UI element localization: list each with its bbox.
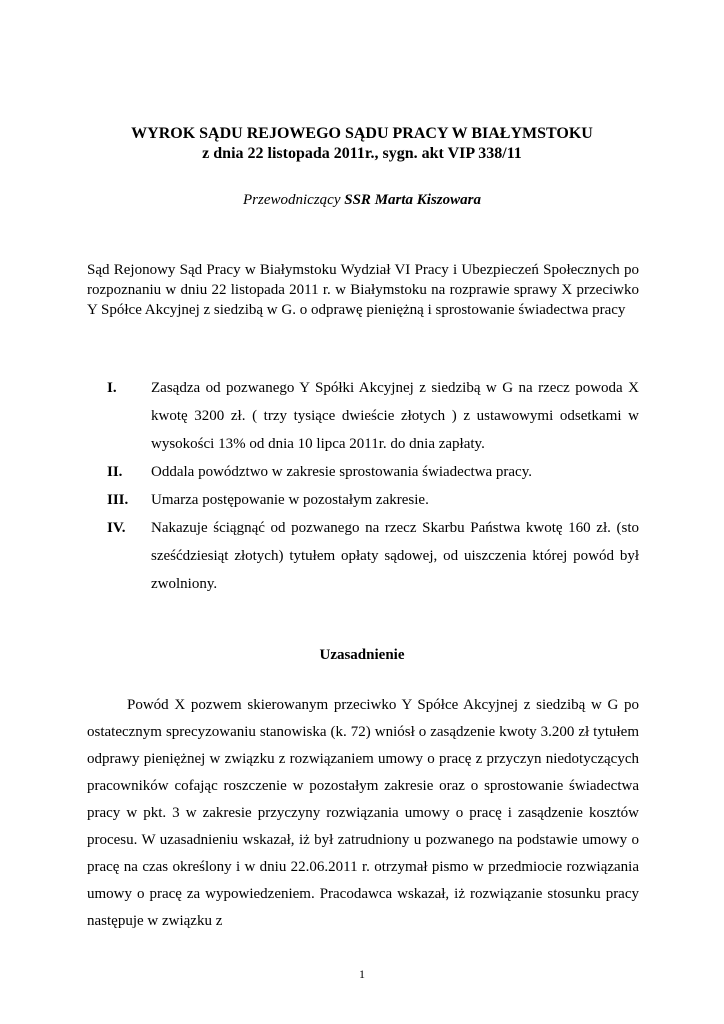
ruling-item: [87, 486, 639, 514]
ruling-text: Oddala powództwo w zakresie sprostowania świadectwa pracy.: [151, 464, 532, 480]
ruling-text: Nakazuje ściągnąć od pozwanego na rzecz Skarbu Państwa kwotę 160 zł. (sto sześćdziesiąt złotych) tytułem opłaty sądowej, od uiszczenia której powód był zwolniony.: [151, 520, 639, 592]
page-number: 1: [359, 967, 365, 981]
ruling-item: [87, 374, 639, 458]
ruling-numeral: III.: [107, 492, 129, 508]
ruling-numeral: IV.: [107, 520, 126, 536]
ruling-text: Zasądza od pozwanego Y Spółki Akcyjnej z siedzibą w G na rzecz powoda X kwotę 3200 zł. ( trzy tysiące dwieście złotych ) z ustawowymi odsetkami w wysokości 13% od dnia 10 lipca 2011r. do dnia zapłaty.: [151, 380, 639, 452]
judgment-date-and-case-number: z dnia 22 listopada 2011r., sygn. akt VIP 338/11: [202, 145, 522, 162]
court-intro-paragraph: Sąd Rejonowy Sąd Pracy w Białymstoku Wydział VI Pracy i Ubezpieczeń Społecznych po rozpoznaniu w dniu 22 listopada 2011 r. w Białymstoku na rozprawie sprawy X przeciwko Y Spółce Akcyjnej z siedzibą w G. o odprawę pieniężną i sprostowanie świadectwa pracy: [87, 262, 639, 318]
ruling-text: Umarza postępowanie w pozostałym zakresie.: [151, 492, 429, 508]
ruling-item: [87, 514, 639, 598]
presiding-judge: [0, 190, 724, 210]
justification-heading: Uzasadnienie: [319, 647, 405, 663]
presiding-judge-name: SSR Marta Kiszowara: [344, 192, 481, 208]
ruling-list: [87, 374, 639, 598]
ruling-numeral: I.: [107, 380, 117, 396]
ruling-item: [87, 458, 639, 486]
presiding-judge-label: Przewodniczący: [243, 192, 341, 208]
justification-paragraph: Powód X pozwem skierowanym przeciwko Y Spółce Akcyjnej z siedzibą w G po ostatecznym sprecyzowaniu stanowiska (k. 72) wniósł o zasądzenie kwoty 3.200 zł tytułem odprawy pieniężnej w związku z rozwiązaniem umowy o pracę z przyczyn niedotyczących pracowników cofając roszczenie w pozostałym zakresie oraz o sprostowanie świadectwa pracy w pkt. 3 w zakresie przyczyny rozwiązania umowy o pracę i zasądzenie kosztów procesu. W uzasadnieniu wskazał, iż był zatrudniony u pozwanego na podstawie umowy o pracę na czas określony i w dniu 22.06.2011 r. otrzymał pismo w przedmiocie rozwiązania umowy o pracę za wypowiedzeniem. Pracodawca wskazał, iż rozwiązanie stosunku pracy następuje w związku z: [87, 697, 639, 929]
ruling-numeral: II.: [107, 464, 123, 480]
judgment-title: WYROK SĄDU REJOWEGO SĄDU PRACY W BIAŁYMSTOKU: [131, 125, 593, 142]
